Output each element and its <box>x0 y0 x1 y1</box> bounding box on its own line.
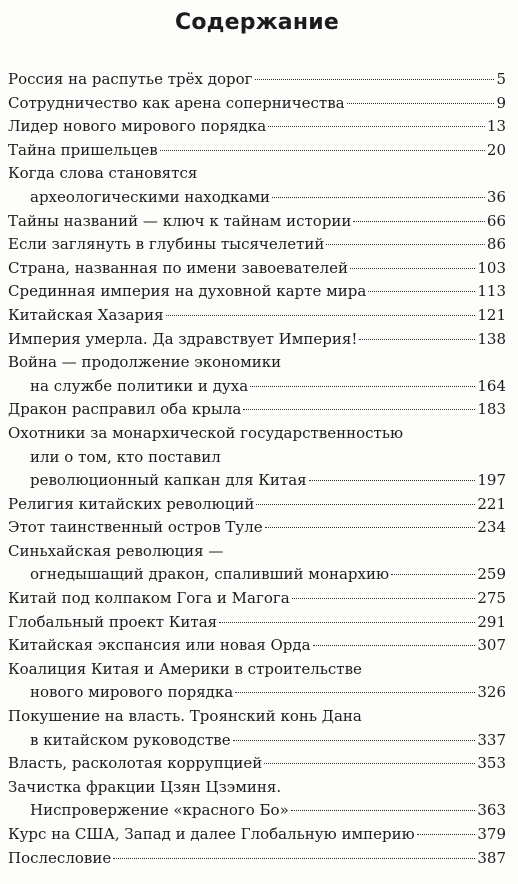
dot-leader <box>391 574 475 575</box>
toc-entry-line <box>8 799 506 823</box>
toc-entry-title: Лидер нового мирового порядка <box>8 117 267 136</box>
toc-entry-title: Религия китайских революций <box>8 494 255 513</box>
toc-entry-title: Империя умерла. Да здравствует Империя! <box>8 329 358 348</box>
toc-entry <box>8 68 506 92</box>
toc-entry-title: Когда слова становятся <box>8 164 198 183</box>
toc-entry-title: Синьхайская революция — <box>8 541 224 560</box>
toc-page-number: 363 <box>477 801 506 820</box>
toc-page-number: 259 <box>477 565 506 584</box>
toc-entry-line <box>8 186 506 210</box>
toc-page-number: 326 <box>477 683 506 702</box>
dot-leader <box>250 386 475 387</box>
dot-leader <box>113 858 475 859</box>
toc-entry-line <box>8 210 506 234</box>
toc-entry-line <box>8 587 506 611</box>
toc-page-number: 66 <box>486 211 506 230</box>
toc-page-number: 86 <box>486 235 506 254</box>
toc-page-number: 353 <box>477 754 506 773</box>
toc-page-number: 36 <box>486 187 506 206</box>
toc-entry <box>8 115 506 139</box>
toc-entry-line <box>8 658 506 682</box>
dot-leader <box>264 763 475 764</box>
toc-entry-line <box>8 115 506 139</box>
dot-leader <box>243 409 475 410</box>
dot-leader <box>326 244 484 245</box>
toc-entry <box>8 776 506 823</box>
toc-page-number: 20 <box>486 140 506 159</box>
toc-entry-line <box>8 634 506 658</box>
toc-entry-title: археологическими находками <box>30 187 270 206</box>
toc-entry-line <box>8 92 506 116</box>
toc-entry <box>8 705 506 752</box>
toc-entry-title: Покушение на власть. Троянский конь Дана <box>8 707 362 726</box>
dot-leader <box>233 740 476 741</box>
toc-entry <box>8 516 506 540</box>
toc-entry-line <box>8 68 506 92</box>
toc-page-number: 337 <box>477 730 506 749</box>
toc-entry-line <box>8 611 506 635</box>
dot-leader <box>313 645 476 646</box>
dot-leader <box>417 834 476 835</box>
toc-page-number: 387 <box>477 848 506 867</box>
toc-entry <box>8 398 506 422</box>
dot-leader <box>309 480 476 481</box>
toc-entry-title: или о том, кто поставил <box>30 447 221 466</box>
toc-entry-line <box>8 776 506 800</box>
toc-page-number: 379 <box>477 825 506 843</box>
toc-entry-line <box>8 729 506 753</box>
toc-page-number: 113 <box>477 282 506 301</box>
toc-page-number: 291 <box>477 612 506 631</box>
toc-entry-line <box>8 823 506 847</box>
dot-leader <box>291 810 476 811</box>
toc-entry-title: Тайна пришельцев <box>8 140 158 159</box>
dot-leader <box>160 150 485 151</box>
toc-entry-line <box>8 469 506 493</box>
toc-entry <box>8 540 506 587</box>
toc-entry-title: Послесловие <box>8 848 112 867</box>
toc-entry-line <box>8 233 506 257</box>
toc-entry <box>8 422 506 493</box>
dot-leader <box>268 126 485 127</box>
toc-entry-title: Зачистка фракции Цзян Цзэминя. <box>8 777 282 796</box>
toc-entry <box>8 493 506 517</box>
toc-entry-line <box>8 280 506 304</box>
toc-entry-line <box>8 540 506 564</box>
dot-leader <box>265 527 476 528</box>
dot-leader <box>347 103 495 104</box>
toc-entry <box>8 280 506 304</box>
toc-entry <box>8 351 506 398</box>
toc-page-number: 9 <box>496 93 506 112</box>
toc-entry-title: Ниспровержение «красного Бо» <box>30 801 289 820</box>
toc-entry-title: Китай под колпаком Гога и Магога <box>8 589 290 608</box>
toc-page-number: 138 <box>477 329 506 348</box>
toc-entry <box>8 752 506 776</box>
toc-entry-line <box>8 328 506 352</box>
toc-entry-line <box>8 139 506 163</box>
toc-entry-title: революционный капкан для Китая <box>30 471 307 490</box>
dot-leader <box>359 339 475 340</box>
toc-entry <box>8 823 506 847</box>
toc-entry-title: в китайском руководстве <box>30 730 231 749</box>
dot-leader <box>255 79 495 80</box>
toc-entry-line <box>8 705 506 729</box>
toc-entry-line <box>8 257 506 281</box>
page-title: Содержание <box>175 10 339 35</box>
dot-leader <box>292 598 476 599</box>
toc-entry-title: Война — продолжение экономики <box>8 353 282 372</box>
toc-entry <box>8 847 506 871</box>
toc-entry <box>8 92 506 116</box>
toc-entry-title: Курс на США, Запад и далее Глобальную империю <box>8 825 415 843</box>
toc-entry-line <box>8 398 506 422</box>
toc-entry-title: Тайны названий — ключ к тайнам истории <box>8 211 352 230</box>
toc-page-number: 183 <box>477 400 506 419</box>
dot-leader <box>256 504 475 505</box>
toc-entry-line <box>8 681 506 705</box>
toc-entry-title: Власть, расколотая коррупцией <box>8 754 263 773</box>
toc-entry <box>8 658 506 705</box>
toc-entry-title: Глобальный проект Китая <box>8 612 218 631</box>
toc-page-number: 5 <box>496 70 506 88</box>
toc-entry-title: Сотрудничество как арена соперничества <box>8 93 345 112</box>
toc-page-number: 197 <box>477 471 506 490</box>
toc-entry-title: Если заглянуть в глубины тысячелетий <box>8 235 325 254</box>
toc-entry-title: Срединная империя на духовной карте мира <box>8 282 367 301</box>
toc-entry-title: на службе политики и духа <box>30 376 249 395</box>
toc-page-number: 221 <box>477 494 506 513</box>
toc-page-number: 121 <box>477 305 506 324</box>
dot-leader <box>368 291 475 292</box>
table-of-contents <box>8 68 506 870</box>
toc-entry <box>8 162 506 209</box>
toc-page-number: 13 <box>486 117 506 136</box>
toc-entry-line <box>8 563 506 587</box>
toc-entry-title: Россия на распутье трёх дорог <box>8 70 253 88</box>
toc-entry <box>8 139 506 163</box>
toc-entry-title: огнедышащий дракон, спаливший монархию <box>30 565 390 584</box>
toc-entry <box>8 587 506 611</box>
toc-entry-title: Этот таинственный остров Туле <box>8 518 263 537</box>
toc-entry-line <box>8 847 506 871</box>
toc-entry-line <box>8 304 506 328</box>
toc-entry <box>8 233 506 257</box>
toc-entry <box>8 210 506 234</box>
toc-entry-line <box>8 162 506 186</box>
toc-entry-line <box>8 446 506 470</box>
toc-entry <box>8 328 506 352</box>
toc-entry-line <box>8 493 506 517</box>
toc-entry-title: Дракон расправил оба крыла <box>8 400 242 419</box>
toc-page-number: 164 <box>477 376 506 395</box>
toc-entry-line <box>8 351 506 375</box>
toc-entry-title: Коалиция Китая и Америки в строительстве <box>8 659 362 678</box>
toc-entry-title: Страна, названная по имени завоевателей <box>8 258 349 277</box>
toc-page-number: 234 <box>477 518 506 537</box>
dot-leader <box>353 221 484 222</box>
dot-leader <box>166 315 476 316</box>
toc-entry-line <box>8 516 506 540</box>
toc-entry-line <box>8 422 506 446</box>
toc-entry-title: Китайская Хазария <box>8 305 164 324</box>
toc-entry-line <box>8 752 506 776</box>
dot-leader <box>350 268 475 269</box>
toc-entry-title: нового мирового порядка <box>30 683 234 702</box>
toc-entry <box>8 634 506 658</box>
toc-entry-title: Охотники за монархической государственностью <box>8 423 404 442</box>
toc-entry <box>8 257 506 281</box>
toc-entry-title: Китайская экспансия или новая Орда <box>8 636 311 655</box>
toc-entry-line <box>8 375 506 399</box>
dot-leader <box>235 692 475 693</box>
toc-entry <box>8 304 506 328</box>
toc-page-number: 103 <box>477 258 506 277</box>
dot-leader <box>219 622 475 623</box>
toc-page-number: 307 <box>477 636 506 655</box>
dot-leader <box>272 197 485 198</box>
toc-page-number: 275 <box>477 589 506 608</box>
toc-entry <box>8 611 506 635</box>
